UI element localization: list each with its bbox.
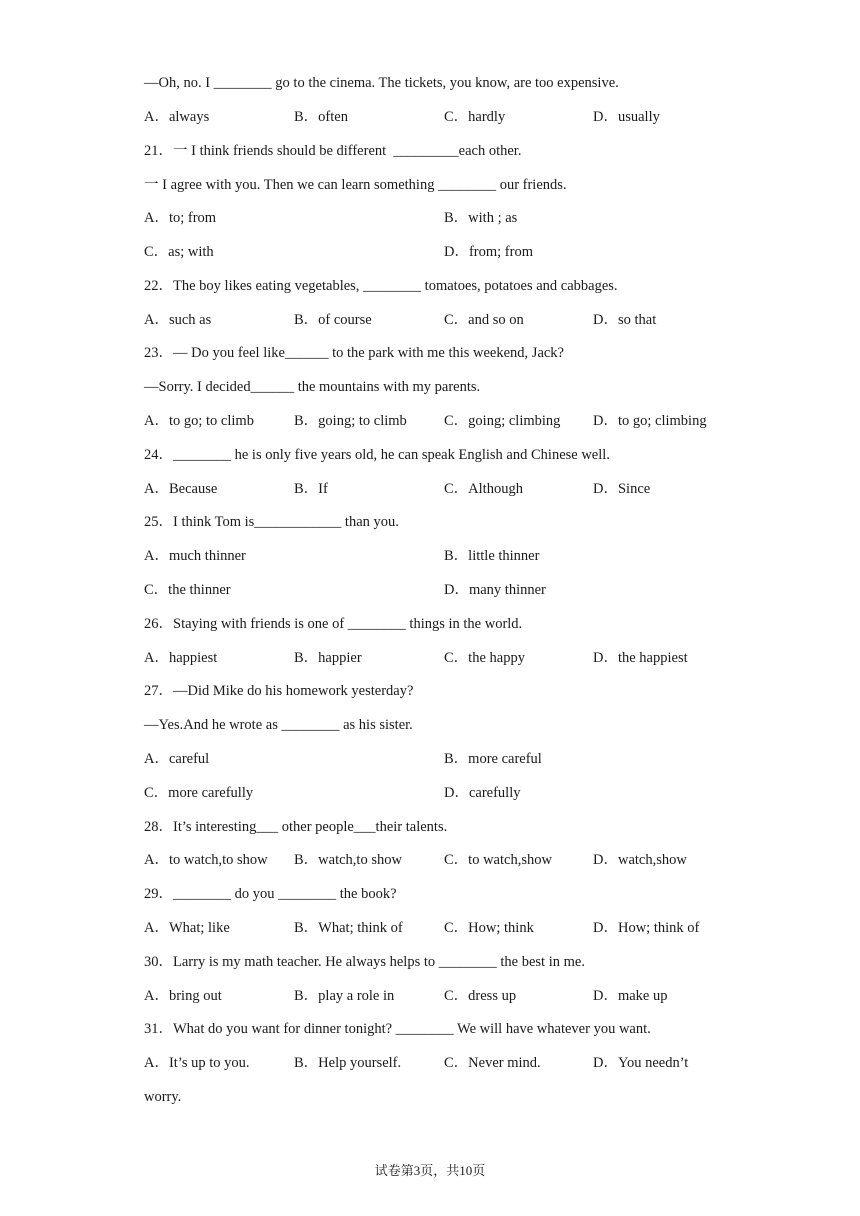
- question-23-line-1: 23．— Do you feel like______ to the park with me this weekend, Jack?: [144, 345, 564, 361]
- option-c: C．dress up: [444, 988, 517, 1004]
- options-row: [144, 411, 764, 431]
- question-30-line: 30．Larry is my math teacher. He always helps to ________ the best in me.: [144, 954, 585, 970]
- options-row: [144, 986, 764, 1006]
- option-d: D．many thinner: [444, 582, 546, 598]
- option-d: D．to go; climbing: [593, 413, 707, 429]
- option-a: A．such as: [144, 312, 212, 328]
- option-c: C．Never mind.: [444, 1055, 541, 1071]
- option-b: B．often: [294, 109, 348, 125]
- option-a: A．What; like: [144, 920, 230, 936]
- option-b: B．going; to climb: [294, 413, 407, 429]
- option-a: A．much thinner: [144, 548, 246, 564]
- option-b: B．more careful: [444, 751, 542, 767]
- option-b: B．with ; as: [444, 210, 518, 226]
- option-a: A．to; from: [144, 210, 217, 226]
- options-row: [144, 783, 764, 803]
- option-b: B．If: [294, 481, 328, 497]
- option-c: C．the happy: [444, 650, 525, 666]
- option-c: C．the thinner: [144, 582, 231, 598]
- question-25-line: 25．I think Tom is____________ than you.: [144, 514, 399, 530]
- option-d: D．the happiest: [593, 650, 688, 666]
- options-row: [144, 107, 764, 127]
- question-24-line: 24．________ he is only five years old, he can speak English and Chinese well.: [144, 447, 610, 463]
- option-c: C．How; think: [444, 920, 534, 936]
- options-row: [144, 749, 764, 769]
- option-c: C．Although: [444, 481, 523, 497]
- option-d: D．so that: [593, 312, 657, 328]
- option-d: D．How; think of: [593, 920, 700, 936]
- question-26-line: 26．Staying with friends is one of ________ things in the world.: [144, 616, 523, 632]
- option-d: D．watch,show: [593, 852, 687, 868]
- option-d: D．from; from: [444, 244, 533, 260]
- option-d: D．Since: [593, 481, 651, 497]
- option-c: C．hardly: [444, 109, 506, 125]
- options-row: [144, 310, 764, 330]
- option-a: A．bring out: [144, 988, 222, 1004]
- question-27-line-1: 27．—Did Mike do his homework yesterday?: [144, 683, 414, 699]
- option-a: A．to watch,to show: [144, 852, 268, 868]
- option-a: A．careful: [144, 751, 210, 767]
- options-row: [144, 479, 764, 499]
- option-c: C．more carefully: [144, 785, 254, 801]
- question-23-line-2: —Sorry. I decided______ the mountains with my parents.: [144, 379, 481, 395]
- question-29-line: 29．________ do you ________ the book?: [144, 886, 397, 902]
- options-row: [144, 850, 764, 870]
- question-28-line: 28．It’s interesting___ other people___their talents.: [144, 819, 448, 835]
- option-b: B．play a role in: [294, 988, 395, 1004]
- question-21-line-1: 21．一 I think friends should be different _________each other.: [144, 143, 522, 159]
- options-row: [144, 1053, 764, 1073]
- option-a: A．always: [144, 109, 210, 125]
- option-b: B．Help yourself.: [294, 1055, 402, 1071]
- option-d: D．carefully: [444, 785, 521, 801]
- question-22-line: 22．The boy likes eating vegetables, ________ tomatoes, potatoes and cabbages.: [144, 278, 618, 294]
- option-d: D．usually: [593, 109, 660, 125]
- question-27-line-2: —Yes.And he wrote as ________ as his sister.: [144, 717, 413, 733]
- option-c: C．and so on: [444, 312, 524, 328]
- question-line: —Oh, no. I ________ go to the cinema. The tickets, you know, are too expensive.: [144, 75, 619, 91]
- option-d: D．make up: [593, 988, 668, 1004]
- option-a: A．It’s up to you.: [144, 1055, 250, 1071]
- option-b: B．of course: [294, 312, 372, 328]
- options-row: [144, 580, 764, 600]
- page-footer: 试卷第3页，共10页: [374, 1163, 486, 1178]
- option-c: C．as; with: [144, 244, 214, 260]
- options-row: [144, 242, 764, 262]
- option-d: D．You needn’t: [593, 1055, 689, 1071]
- option-a: A．to go; to climb: [144, 413, 254, 429]
- option-b: B．What; think of: [294, 920, 403, 936]
- options-row: [144, 208, 764, 228]
- option-b: B．little thinner: [444, 548, 540, 564]
- option-b: B．watch,to show: [294, 852, 402, 868]
- option-a: A．happiest: [144, 650, 218, 666]
- option-b: B．happier: [294, 650, 362, 666]
- options-row: [144, 648, 764, 668]
- options-row: [144, 918, 764, 938]
- question-31-line: 31．What do you want for dinner tonight? ________ We will have whatever you want.: [144, 1021, 651, 1037]
- option-continuation: worry.: [144, 1089, 182, 1105]
- question-21-line-2: 一 I agree with you. Then we can learn something ________ our friends.: [144, 177, 567, 193]
- option-a: A．Because: [144, 481, 218, 497]
- options-row: [144, 546, 764, 566]
- option-c: C．going; climbing: [444, 413, 561, 429]
- option-c: C．to watch,show: [444, 852, 552, 868]
